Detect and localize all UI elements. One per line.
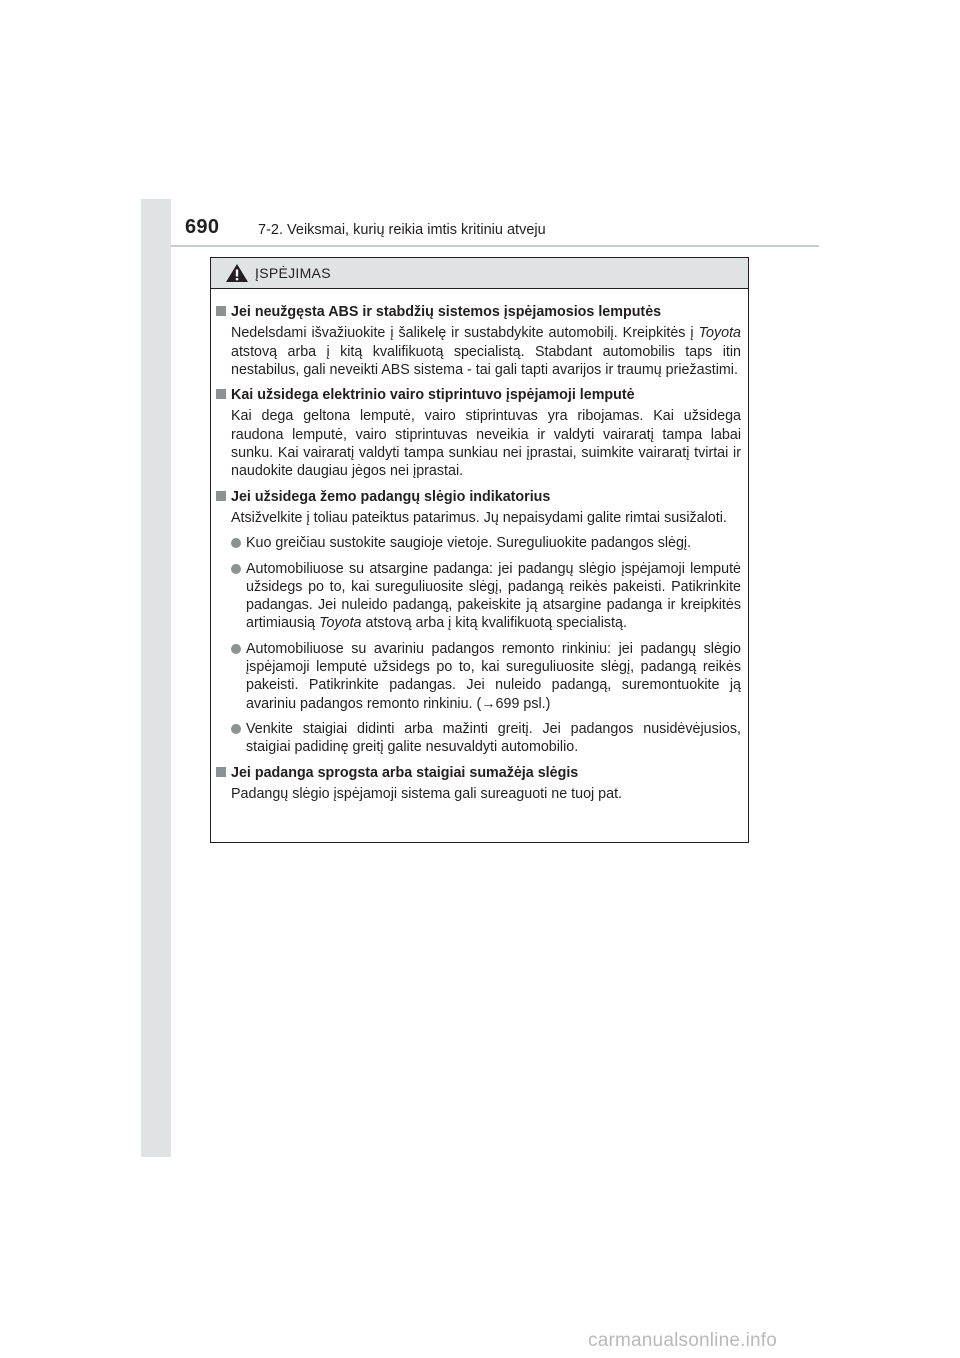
page-reference-link[interactable]: 699 psl.) (495, 695, 551, 712)
arrow-icon: → (481, 695, 496, 712)
section-title: 7-2. Veiksmai, kurių reikia imtis kritiniu atveju (258, 222, 546, 238)
list-item-text (246, 640, 741, 713)
section-heading-text: Jei užsidega žemo padangų slėgio indikatorius (231, 488, 551, 505)
list-item (231, 560, 741, 633)
list-item (231, 640, 741, 713)
list-item-text: Kuo greičiau sustokite saugioje vietoje. Sureguliuokite padangos slėgį. (246, 535, 692, 552)
warning-triangle-icon (225, 263, 249, 283)
section-heading (216, 764, 741, 782)
square-bullet-icon (216, 389, 226, 399)
round-bullet-icon (231, 564, 241, 574)
section-heading (216, 303, 741, 321)
brand-name: Toyota (698, 325, 741, 342)
side-band (141, 199, 171, 1157)
header-divider (171, 245, 819, 247)
paragraph-text: atstovą arba į kitą kvalifikuotą specialistą. Stabdant automobilis taps itin nestabilus, gali neveikti ABS sistema - tai gali tapti avarijos ir traumų priežastimi. (231, 343, 741, 378)
square-bullet-icon (216, 491, 226, 501)
paragraph-text: Nedelsdami išvažiuokite į šalikelę ir sustabdykite automobilį. Kreipkitės į (231, 325, 699, 342)
section-paragraph: Atsižvelkite į toliau pateiktus patarimus. Jų nepaisydami galite rimtai susižaloti. (231, 509, 727, 526)
list-item-text-part: atstovą arba į kitą kvalifikuotą specialistą. (361, 615, 627, 632)
section-paragraph: Kai dega geltona lemputė, vairo stiprintuvas yra ribojamas. Kai užsidega raudona lemputė, vairo stiprintuvas neveikia ir valdyti vairaratį tampa labai sunku. Kai vairaratį valdyti tampa sunkiau nei įprastai, suimkite vairaratį tvirtai ir naudokite daugiau jėgos nei įprastai. (231, 408, 741, 480)
section-heading-text: Kai užsidega elektrinio vairo stiprintuvo įspėjamoji lemputė (231, 387, 635, 404)
brand-name: Toyota (319, 615, 362, 632)
warning-box (210, 257, 749, 843)
warning-body (211, 289, 748, 803)
warning-title: ĮSPĖJIMAS (255, 265, 331, 281)
watermark: carmanualsonline.info (588, 1330, 778, 1351)
list-item (231, 720, 741, 757)
list-item (231, 534, 741, 552)
list-item-text (246, 560, 741, 633)
round-bullet-icon (231, 538, 241, 548)
list-item-text: Venkite staigiai didinti arba mažinti greitį. Jei padangos nusidėvėjusios, staigiai padidinę greitį galite nesuvaldyti automobilio. (246, 720, 741, 756)
warning-header (211, 258, 748, 289)
list-item-text-part: Automobiliuose su atsargine padanga: jei padangų slėgio įspėjamoji lemputė užsidegs po to, kai sureguliuosite slėgį, padangą reikės pakeisti. Patikrinkite padangas. Jei nuleido padangą, pakeiskite ją atsargine padanga ir kreipkitės artimiausią (246, 560, 741, 632)
section-paragraph: Padangų slėgio įspėjamoji sistema gali sureaguoti ne tuoj pat. (231, 785, 623, 802)
section-heading (216, 386, 741, 404)
square-bullet-icon (216, 306, 226, 316)
section-heading-text: Jei padanga sprogsta arba staigiai sumažėja slėgis (231, 764, 579, 781)
section-heading (216, 488, 741, 506)
round-bullet-icon (231, 644, 241, 654)
section-paragraph (231, 324, 741, 379)
round-bullet-icon (231, 724, 241, 734)
section-heading-text: Jei neužgęsta ABS ir stabdžių sistemos įspėjamosios lemputės (231, 304, 662, 320)
list-item-text-part: Automobiliuose su avariniu padangos remonto rinkiniu: jei padangų slėgio įspėjamoji lemputė užsidegs po to, kai sureguliuosite slėgį, padangą reikės pakeisti. Patikrinkite padangas. Jei nuleido padangą, suremontuokite ją avariniu padangos remonto rinkiniu. ( (246, 640, 741, 712)
page-number: 690 (185, 216, 220, 238)
square-bullet-icon (216, 767, 226, 777)
